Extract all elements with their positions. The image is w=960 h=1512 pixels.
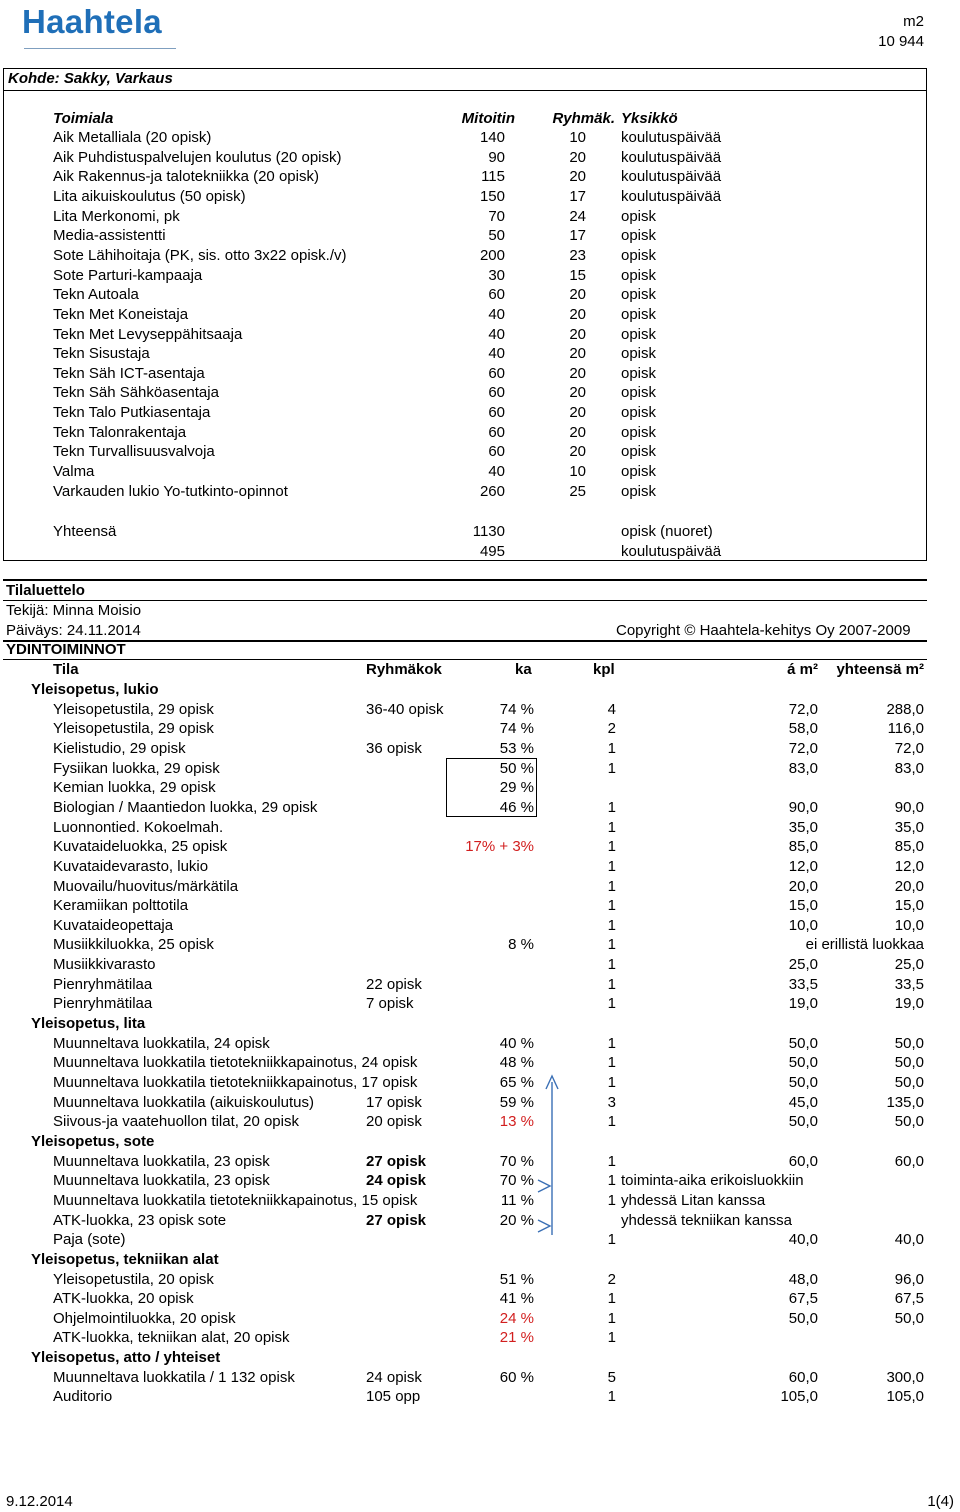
space-row-kpl: 2 (607, 720, 616, 738)
space-row-unit-area: 60,0 (788, 1368, 818, 1386)
space-row-ka: 29 % (499, 779, 534, 797)
space-row-unit-area: 105,0 (780, 1388, 818, 1406)
target-row-yksikko: opisk (621, 246, 657, 264)
space-row-total-area: 50,0 (894, 1113, 924, 1131)
target-row-mitoitin: 60 (488, 443, 505, 461)
target-row-ryhmak: 20 (569, 148, 586, 166)
target-row-yksikko: koulutuspäivää (621, 148, 722, 166)
space-row-total-area: 25,0 (894, 956, 924, 974)
target-row-name: Tekn Säh Sähköasentaja (53, 384, 219, 402)
space-row-total-area: 67,5 (894, 1290, 924, 1308)
space-row-name: Paja (sote) (53, 1231, 126, 1249)
space-row-total-area: 90,0 (894, 798, 924, 816)
space-row-name: Pienryhmätilaa (53, 975, 153, 993)
space-row-unit-area: 58,0 (788, 720, 818, 738)
space-row-kpl: 1 (607, 1309, 616, 1327)
total-value-2: 495 (479, 543, 505, 560)
space-row-kpl: 1 (607, 838, 616, 856)
space-row-total-area: 20,0 (894, 877, 924, 895)
target-row-name: Tekn Autoala (53, 286, 139, 304)
space-row-total-area: 85,0 (894, 838, 924, 856)
space-row-kpl: 1 (607, 1054, 616, 1072)
space-row-name: Ohjelmointiluokka, 20 opisk (53, 1309, 236, 1327)
space-row-unit-area: 72,0 (788, 700, 818, 718)
target-row-ryhmak: 23 (569, 246, 586, 264)
space-row-name: Yleisopetustila, 29 opisk (53, 720, 214, 738)
target-row-mitoitin: 60 (488, 364, 505, 382)
target-row-yksikko: opisk (621, 305, 657, 323)
target-row-name: Lita aikuiskoulutus (50 opisk) (53, 187, 246, 205)
col-header-total-m2: yhteensä m² (836, 661, 924, 678)
target-row-name: Lita Merkonomi, pk (53, 207, 180, 225)
group-heading: Yleisopetus, lita (31, 1015, 146, 1033)
space-row-name: Muovailu/huovitus/märkätila (53, 877, 239, 895)
space-row-name: Muunneltava luokkatila, 24 opisk (53, 1034, 270, 1052)
space-row-group-size: 17 opisk (366, 1093, 422, 1111)
space-row-kpl: 1 (607, 975, 616, 993)
space-row-kpl: 2 (607, 1270, 616, 1288)
space-row-kpl: 1 (607, 1191, 616, 1209)
target-row-name: Valma (53, 463, 95, 481)
target-row-name: Sote Lähihoitaja (PK, sis. otto 3x22 opisk./v) (53, 246, 347, 264)
page-number: 1(4) (927, 1493, 954, 1510)
target-row-mitoitin: 40 (488, 345, 505, 363)
space-row-name: Keramiikan polttotila (53, 897, 189, 915)
space-row-unit-area: 48,0 (788, 1270, 818, 1288)
target-row-ryhmak: 20 (569, 404, 586, 422)
target-row-name: Tekn Talonrakentaja (53, 423, 187, 441)
space-row-unit-area: 50,0 (788, 1054, 818, 1072)
target-row-ryhmak: 17 (569, 187, 586, 205)
target-row-ryhmak: 20 (569, 305, 586, 323)
target-row-yksikko: opisk (621, 345, 657, 363)
space-row-group-size: 36-40 opisk (366, 700, 444, 718)
target-row-mitoitin: 90 (488, 148, 505, 166)
space-row-ka: 48 % (499, 1054, 534, 1072)
space-row-kpl: 1 (607, 897, 616, 915)
target-title: Kohde: Sakky, Varkaus (8, 70, 173, 87)
target-row-yksikko: opisk (621, 207, 657, 225)
target-row-yksikko: opisk (621, 286, 657, 304)
space-row-name: Muunneltava luokkatila (aikuiskoulutus) (53, 1093, 314, 1111)
target-row-ryhmak: 20 (569, 286, 586, 304)
target-row-mitoitin: 200 (479, 246, 505, 264)
target-row-yksikko: opisk (621, 482, 657, 500)
space-row-kpl: 1 (607, 857, 616, 875)
target-row-name: Tekn Met Koneistaja (53, 305, 189, 323)
space-row-unit-area: 19,0 (788, 995, 818, 1013)
space-row-unit-area: 33,5 (788, 975, 818, 993)
space-row-group-size: 24 opisk (366, 1172, 427, 1190)
space-row-ka: 59 % (499, 1093, 534, 1111)
group-heading: Yleisopetus, sote (31, 1132, 155, 1150)
space-row-total-area: 50,0 (894, 1054, 924, 1072)
space-row-name: Muunneltava luokkatila tietotekniikkapainotus, 24 opisk (53, 1054, 418, 1072)
space-row-total-area: 60,0 (894, 1152, 924, 1170)
target-row-name: Tekn Sisustaja (53, 345, 150, 363)
space-row-total-area: 135,0 (886, 1093, 924, 1111)
col-header-tila: Tila (53, 661, 79, 678)
space-row-total-area: 33,5 (894, 975, 924, 993)
target-row-mitoitin: 60 (488, 286, 505, 304)
target-row-yksikko: opisk (621, 404, 657, 422)
target-row-name: Tekn Turvallisuusvalvoja (53, 443, 215, 461)
space-row-ka: 8 % (508, 936, 534, 954)
target-row-mitoitin: 150 (479, 187, 505, 205)
target-row-name: Tekn Talo Putkiasentaja (53, 404, 211, 422)
space-row-group-size: 105 opp (366, 1388, 421, 1406)
list-title: Tilaluettelo (6, 582, 85, 599)
space-row-kpl: 1 (607, 936, 616, 954)
col-header-ryhmakoko: Ryhmäkok (366, 661, 442, 678)
space-row-name: Yleisopetustila, 29 opisk (53, 700, 214, 718)
target-row-mitoitin: 50 (488, 227, 505, 245)
space-row-kpl: 1 (607, 877, 616, 895)
space-row-unit-area: 15,0 (788, 897, 818, 915)
space-row-note: ei erillistä luokkaa (805, 936, 924, 954)
space-row-name: Kuvataideluokka, 25 opisk (53, 838, 228, 856)
space-row-total-area: 83,0 (894, 759, 924, 777)
space-row-ka: 13 % (499, 1113, 534, 1131)
target-row-ryhmak: 24 (569, 207, 586, 225)
target-row-yksikko: opisk (621, 423, 657, 441)
col-header-ka: ka (515, 661, 532, 678)
space-row-name: Kuvataidevarasto, lukio (53, 857, 209, 875)
space-row-kpl: 1 (607, 1034, 616, 1052)
space-row-unit-area: 50,0 (788, 1113, 818, 1131)
total-unit-1: opisk (nuoret) (621, 523, 713, 540)
col-header-ryhmak: Ryhmäk. (552, 110, 615, 127)
space-row-total-area: 10,0 (894, 916, 924, 934)
target-row-mitoitin: 260 (479, 482, 505, 500)
space-row-total-area: 40,0 (894, 1231, 924, 1249)
space-row-ka: 21 % (499, 1329, 534, 1347)
space-row-total-area: 72,0 (894, 739, 924, 757)
space-row-total-area: 105,0 (886, 1388, 924, 1406)
space-row-group-size: 27 opisk (366, 1211, 427, 1229)
space-row-unit-area: 50,0 (788, 1034, 818, 1052)
space-row-total-area: 35,0 (894, 818, 924, 836)
brand-name: Haahtela (22, 3, 162, 40)
space-row-name: Muunneltava luokkatila tietotekniikkapainotus, 15 opisk (53, 1191, 418, 1209)
space-row-unit-area: 50,0 (788, 1074, 818, 1091)
target-row-yksikko: koulutuspäivää (621, 129, 722, 146)
space-row-unit-area: 67,5 (788, 1290, 818, 1308)
total-value-1: 1130 (472, 523, 505, 540)
space-row-name: Biologian / Maantiedon luokka, 29 opisk (53, 798, 318, 816)
group-heading: Yleisopetus, lukio (31, 681, 159, 698)
space-row-note: toiminta-aika erikoisluokkiin (621, 1172, 804, 1190)
target-row-mitoitin: 40 (488, 463, 505, 481)
space-row-kpl: 1 (607, 956, 616, 974)
space-row-kpl: 1 (607, 818, 616, 836)
target-row-ryhmak: 20 (569, 384, 586, 402)
space-row-ka: 40 % (499, 1034, 534, 1052)
space-row-ka: 11 % (500, 1191, 534, 1209)
space-row-unit-area: 25,0 (788, 956, 818, 974)
space-row-name: Muunneltava luokkatila tietotekniikkapainotus, 17 opisk (53, 1074, 418, 1091)
target-row-mitoitin: 40 (488, 325, 505, 343)
space-row-kpl: 5 (607, 1368, 616, 1386)
target-row-yksikko: opisk (621, 384, 657, 402)
space-row-ka: 41 % (499, 1290, 534, 1308)
space-row-ka: 70 % (499, 1172, 534, 1190)
space-row-ka: 20 % (499, 1211, 534, 1229)
target-row-ryhmak: 20 (569, 168, 586, 186)
target-row-yksikko: opisk (621, 463, 657, 481)
copyright: Copyright © Haahtela-kehitys Oy 2007-2009 (616, 622, 911, 639)
col-header-a-m2: á m² (787, 661, 818, 678)
space-row-ka: 50 % (499, 759, 534, 777)
space-row-ka: 70 % (499, 1152, 534, 1170)
space-row-total-area: 96,0 (894, 1270, 924, 1288)
space-row-ka: 53 % (499, 739, 534, 757)
space-row-unit-area: 85,0 (788, 838, 818, 856)
space-row-group-size: 36 opisk (366, 739, 422, 757)
target-row-name: Sote Parturi-kampaaja (53, 266, 203, 284)
total-label: Yhteensä (53, 523, 117, 540)
target-row-name: Varkauden lukio Yo-tutkinto-opinnot (53, 482, 288, 500)
space-row-unit-area: 35,0 (788, 818, 818, 836)
space-row-kpl: 1 (607, 1172, 616, 1190)
space-row-kpl: 3 (607, 1093, 616, 1111)
target-row-ryhmak: 20 (569, 443, 586, 461)
target-row-name: Tekn Met Levyseppähitsaaja (53, 325, 243, 343)
col-header-toimiala: Toimiala (53, 110, 114, 127)
space-row-unit-area: 60,0 (788, 1152, 818, 1170)
space-row-name: Pienryhmätilaa (53, 995, 153, 1013)
space-row-unit-area: 72,0 (788, 739, 818, 757)
target-row-mitoitin: 140 (479, 129, 505, 146)
target-row-yksikko: opisk (621, 443, 657, 461)
space-row-unit-area: 50,0 (788, 1309, 818, 1327)
space-row-total-area: 300,0 (886, 1368, 924, 1386)
space-row-total-area: 116,0 (887, 720, 924, 738)
target-row-ryhmak: 10 (569, 129, 586, 146)
unit-label: m2 (903, 13, 924, 30)
space-row-group-size: 27 opisk (366, 1152, 427, 1170)
space-row-total-area: 50,0 (894, 1034, 924, 1052)
space-row-name: Muunneltava luokkatila, 23 opisk (53, 1172, 270, 1190)
space-row-name: Kemian luokka, 29 opisk (53, 779, 216, 797)
space-row-unit-area: 40,0 (788, 1231, 818, 1249)
space-row-kpl: 1 (607, 759, 616, 777)
space-row-ka: 46 % (499, 798, 534, 816)
target-row-yksikko: opisk (621, 325, 657, 343)
target-row-ryhmak: 15 (569, 266, 586, 284)
space-row-unit-area: 10,0 (788, 916, 818, 934)
space-row-unit-area: 83,0 (788, 759, 818, 777)
target-row-yksikko: koulutuspäivää (621, 168, 722, 186)
space-row-kpl: 1 (607, 739, 616, 757)
space-row-kpl: 1 (607, 798, 616, 816)
space-row-kpl: 1 (607, 1388, 616, 1406)
space-row-name: Yleisopetustila, 20 opisk (53, 1270, 214, 1288)
space-row-kpl: 1 (607, 916, 616, 934)
target-row-name: Aik Puhdistuspalvelujen koulutus (20 opisk) (53, 148, 342, 166)
target-row-ryhmak: 17 (569, 227, 586, 245)
space-row-unit-area: 45,0 (788, 1093, 818, 1111)
space-row-ka: 51 % (499, 1270, 534, 1288)
space-row-total-area: 15,0 (894, 897, 924, 915)
target-row-mitoitin: 115 (481, 168, 505, 186)
target-row-name: Aik Metalliala (20 opisk) (53, 129, 212, 146)
space-row-note: yhdessä tekniikan kanssa (621, 1211, 792, 1229)
target-row-ryhmak: 20 (569, 364, 586, 382)
target-row-ryhmak: 20 (569, 345, 586, 363)
space-row-unit-area: 90,0 (788, 798, 818, 816)
target-row-name: Media-assistentti (53, 227, 166, 245)
target-row-mitoitin: 70 (488, 207, 505, 225)
space-row-kpl: 1 (607, 1290, 616, 1308)
section-title: YDINTOIMINNOT (6, 641, 126, 658)
space-row-total-area: 12,0 (894, 857, 924, 875)
target-row-ryhmak: 10 (569, 463, 586, 481)
space-row-name: Musiikkiluokka, 25 opisk (53, 936, 214, 954)
space-row-kpl: 1 (607, 1113, 616, 1131)
space-row-ka: 24 % (499, 1309, 534, 1327)
footer-date: 9.12.2014 (6, 1493, 73, 1510)
space-row-total-area: 50,0 (894, 1309, 924, 1327)
space-row-name: Auditorio (53, 1388, 113, 1406)
space-row-group-size: 22 opisk (366, 975, 422, 993)
date: Päiväys: 24.11.2014 (6, 622, 141, 639)
col-header-yksikko: Yksikkö (621, 110, 678, 127)
col-header-kpl: kpl (593, 661, 615, 678)
space-row-kpl: 1 (607, 1152, 616, 1170)
col-header-mitoitin: Mitoitin (461, 110, 515, 127)
target-row-ryhmak: 25 (569, 482, 586, 500)
space-row-ka: 74 % (499, 700, 534, 718)
target-row-mitoitin: 60 (488, 423, 505, 441)
space-row-total-area: 288,0 (886, 700, 924, 718)
space-row-name: Muunneltava luokkatila, 23 opisk (53, 1152, 270, 1170)
target-row-name: Aik Rakennus-ja talotekniikka (20 opisk) (53, 168, 319, 186)
target-row-ryhmak: 20 (569, 325, 586, 343)
space-row-ka: 65 % (499, 1074, 534, 1091)
group-heading: Yleisopetus, atto / yhteiset (31, 1349, 221, 1367)
group-heading: Yleisopetus, tekniikan alat (31, 1250, 219, 1268)
space-row-unit-area: 12,0 (788, 857, 818, 875)
target-row-name: Tekn Säh ICT-asentaja (53, 364, 205, 382)
target-row-mitoitin: 30 (488, 266, 505, 284)
space-row-name: Kuvataideopettaja (53, 916, 174, 934)
target-row-yksikko: opisk (621, 227, 657, 245)
target-row-mitoitin: 40 (488, 305, 505, 323)
space-row-name: Musiikkivarasto (53, 956, 156, 974)
target-row-yksikko: opisk (621, 364, 657, 382)
space-row-group-size: 7 opisk (366, 995, 414, 1013)
target-row-yksikko: koulutuspäivää (621, 187, 722, 205)
space-row-name: ATK-luokka, 20 opisk (53, 1290, 194, 1308)
space-row-total-area: 50,0 (894, 1074, 924, 1091)
target-row-mitoitin: 60 (488, 384, 505, 402)
space-row-name: Kielistudio, 29 opisk (53, 739, 186, 757)
space-row-note: yhdessä Litan kanssa (621, 1191, 766, 1209)
space-row-ka: 60 % (499, 1368, 534, 1386)
space-row-name: ATK-luokka, tekniikan alat, 20 opisk (53, 1329, 290, 1347)
space-row-name: Fysiikan luokka, 29 opisk (53, 759, 220, 777)
space-row-kpl: 1 (607, 1074, 616, 1091)
space-row-group-size: 24 opisk (366, 1368, 422, 1386)
total-area: 10 944 (878, 33, 924, 50)
space-row-group-size: 20 opisk (366, 1113, 422, 1131)
author: Tekijä: Minna Moisio (6, 602, 142, 619)
total-unit-2: koulutuspäivää (621, 543, 722, 560)
space-row-name: Siivous-ja vaatehuollon tilat, 20 opisk (53, 1113, 299, 1131)
target-row-yksikko: opisk (621, 266, 657, 284)
space-row-ka: 17% + 3% (465, 838, 534, 856)
space-row-kpl: 4 (607, 700, 616, 718)
space-row-kpl: 1 (607, 1329, 616, 1347)
space-row-total-area: 19,0 (894, 995, 924, 1013)
space-row-name: ATK-luokka, 23 opisk sote (53, 1211, 227, 1229)
space-row-unit-area: 20,0 (788, 877, 818, 895)
space-row-name: Muunneltava luokkatila / 1 132 opisk (53, 1368, 295, 1386)
space-row-ka: 74 % (499, 720, 534, 738)
target-row-ryhmak: 20 (569, 423, 586, 441)
space-row-kpl: 1 (607, 995, 616, 1013)
space-row-kpl: 1 (607, 1231, 616, 1249)
target-row-mitoitin: 60 (488, 404, 505, 422)
space-row-name: Luonnontied. Kokoelmah. (53, 818, 224, 836)
